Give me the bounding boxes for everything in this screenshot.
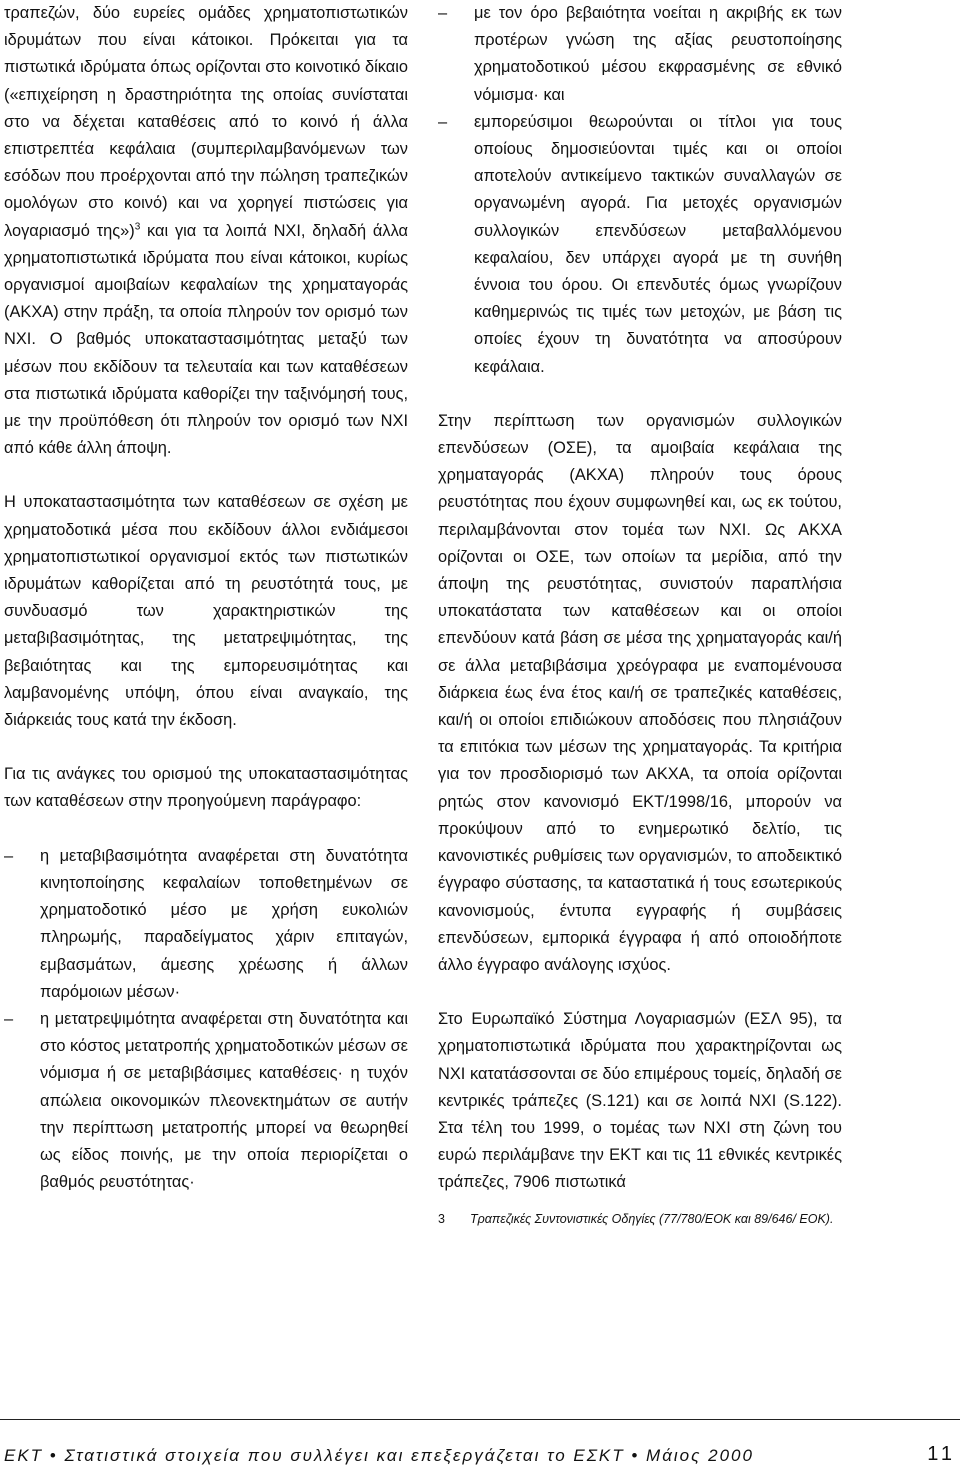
dash-marker: – xyxy=(438,4,448,22)
footnote xyxy=(438,1211,842,1228)
page-number: 11 xyxy=(927,1443,956,1465)
paragraph-1-continued: και για τα λοιπά ΝΧΙ, δηλαδή άλλα χρηματοπιστωτικά ιδρύματα που είναι κάτοικοι, κυρίως οργανισμοί αμοιβαίων κεφαλαίων της χρηματαγοράς (ΑΚΧΑ) στην πράξη, τα οποία πληρούν τον ορισμό των ΝΧΙ. Ο βαθμός υποκαταστασιμότητας μεταξύ των μέσων που εκδίδουν τα τελευταία και των καταθέσεων στα πιστωτικά ιδρύματα καθορίζει την ταξινόμησή τους, με την προϋπόθεση ότι πληρούν τον ορισμό των ΝΧΙ από κάθε άλλη άποψη. xyxy=(4,221,409,458)
bullet-marketability xyxy=(438,109,842,381)
bullet-text: εμπορεύσιμοι θεωρούνται οι τίτλοι για τους οποίους δημοσιεύονται τιμές και οι οποίοι αποτελούν αντικείμενο τακτικών συναλλαγών σε οργανωμένη αγορά. Για μετοχές οργανισμών συλλογικών επενδύσεων μεταβαλλόμενου κεφαλαίου, δεν υπάρχει αγορά με τη συνήθη έννοια του όρου. Οι επενδυτές όμως γνωρίζουν καθημερινώς τις τιμές των μετοχών, με βάση τις οποίες έχουν τη δυνατότητα να αποσύρουν κεφάλαια. xyxy=(474,112,842,376)
footer-rule xyxy=(0,1419,960,1420)
paragraph-5: Στο Ευρωπαϊκό Σύστημα Λογαριασμών (ΕΣΛ 95), τα χρηματοπιστωτικά ιδρύματα που χαρακτηρίζονται ως ΝΧΙ κατατάσσονται σε δύο επιμέρους τομείς, δηλαδή σε κεντρικές τράπεζες (S.121) και σε λοιπά ΝΧΙ (S.122). Στα τέλη του 1999, ο τομέας των ΝΧΙ στη ζώνη του ευρώ περιλάμβανε την ΕΚΤ και τις 11 εθνικές κεντρικές τράπεζες, 7906 πιστωτικά xyxy=(438,1010,842,1192)
footnote-ref: 3 xyxy=(134,221,141,233)
paragraph-4: Στην περίπτωση των οργανισμών συλλογικών επενδύσεων (ΟΣΕ), τα αμοιβαία κεφάλαια της χρηματαγοράς (ΑΚΧΑ) πληρούν τους όρους ρευστότητας που έχουν συμφωνηθεί και, ως εκ τούτου, περιλαμβάνονται στον τομέα των ΝΧΙ. Ως ΑΚΧΑ ορίζονται οι ΟΣΕ, των οποίων τα μερίδια, από την άποψη της ρευστότητας, συνιστούν παραπλήσια υποκατάστατα των καταθέσεων και οι οποίοι επενδύουν κατά βάση σε μέσα της χρηματαγοράς και/ή σε άλλα μεταβιβάσιμα χρεόγραφα με εναπομένουσα διάρκεια έως ένα έτος και/ή σε τραπεζικές καταθέσεις, και/ή οι οποίοι επιδιώκουν αποδόσεις που πλησιάζουν τα επιτόκια των μέσων της χρηματαγοράς. Τα κριτήρια για τον προσδιορισμό των ΑΚΧΑ, τα οποία ορίζονται ρητώς στον κανονισμό ΕΚΤ/1998/16, μπορούν να προκύψουν από το ενημερωτικό δελτίο, τις κανονιστικές ρυθμίσεις των οργανισμών, το αποδεικτικό έγγραφο σύστασης, τα καταστατικά ή τους εσωτερικούς κανονισμούς, έντυπα εγγραφής ή συμβάσεις επενδύσεων, εμπορικά έγγραφα ή από οποιοδήποτε άλλο έγγραφο ανάλογης ισχύος. xyxy=(438,411,842,974)
bullet-text: η μεταβιβασιμότητα αναφέρεται στη δυνατότητα κινητοποίησης κεφαλαίων τοποθετημένων σε χρηματοδοτικό μέσο με χρήση ευκολιών πληρωμής, παραδείγματος χάριν επιταγών, εμβασμάτων, άμεσης χρέωσης ή άλλων παρόμοιων μέσων· xyxy=(40,846,408,1001)
footer-text: ΕΚΤ • Στατιστικά στοιχεία που συλλέγει και επεξεργάζεται το ΕΣΚΤ • Μάιος 2000 xyxy=(4,1446,754,1465)
page-footer xyxy=(0,1443,960,1472)
footnote-number: 3 xyxy=(438,1211,445,1226)
dash-marker: – xyxy=(4,1009,14,1028)
right-column xyxy=(438,0,842,1227)
bullet-convertibility xyxy=(4,1006,408,1196)
paragraph-3: Για τις ανάγκες του ορισμού της υποκαταστασιμότητας των καταθέσεων στην προηγούμενη παράγραφο: xyxy=(4,765,408,811)
bullet-certainty xyxy=(438,0,842,109)
bullet-text: με τον όρο βεβαιότητα νοείται η ακριβής εκ των προτέρων γνώση της αξίας ρευστοποίησης χρηματοδοτικού μέσου εκφρασμένης σε εθνικό νόμισμα· και xyxy=(474,4,842,104)
dash-marker: – xyxy=(4,846,14,865)
bullet-transferability xyxy=(4,843,408,1006)
bullet-text: η μετατρεψιμότητα αναφέρεται στη δυνατότητα και στο κόστος μετατροπής χρηματοδοτικών μέσων σε νόμισμα ή σε μεταβιβάσιμες καταθέσεις· η τυχόν απώλεια οικονομικών πλεονεκτημάτων σε αυτήν την περίπτωση μετατροπής μπορεί να θεωρηθεί ως είδος ποινής, με την οποία περιορίζεται ο βαθμός ρευστότητας· xyxy=(40,1009,408,1192)
paragraph-2: Η υποκαταστασιμότητα των καταθέσεων σε σχέση με χρηματοδοτικά μέσα που εκδίδουν άλλοι ενδιάμεσοι χρηματοπιστωτικοί οργανισμοί εκτός των πιστωτικών ιδρυμάτων καθορίζεται από τη ρευστότητά τους, με συνδυασμό των χαρακτηριστικών της μεταβιβασιμότητας, της μετατρεψιμότητας, της βεβαιότητας και της εμπορευσιμότητας και λαμβανομένης υπόψη, όπου είναι αναγκαίο, της διάρκειάς τους κατά την έκδοση. xyxy=(4,493,408,730)
paragraph-1-text: τραπεζών, δύο ευρείες ομάδες χρηματοπιστωτικών ιδρυμάτων που είναι κάτοικοι. Πρόκειται για τα πιστωτικά ιδρύματα όπως ορίζονται στο κοινοτικό δίκαιο («επιχείρηση η δραστηριότητα της οποίας συνίσταται στο να δέχεται καταθέσεις από το κοινό ή άλλα επιστρεπτέα κεφάλαια (συμπεριλαμβανόμενων των εσόδων που προέρχονται από την πώληση τραπεζικών ομολόγων στο κοινό) και να χορηγεί πιστώσεις για λογαριασμό της») xyxy=(4,4,408,240)
left-column xyxy=(4,0,408,1196)
paragraph-1 xyxy=(4,0,408,462)
footnote-text: Τραπεζικές Συντονιστικές Οδηγίες (77/780/ΕΟΚ και 89/646/ ΕΟΚ). xyxy=(470,1211,834,1226)
dash-marker: – xyxy=(438,112,448,131)
